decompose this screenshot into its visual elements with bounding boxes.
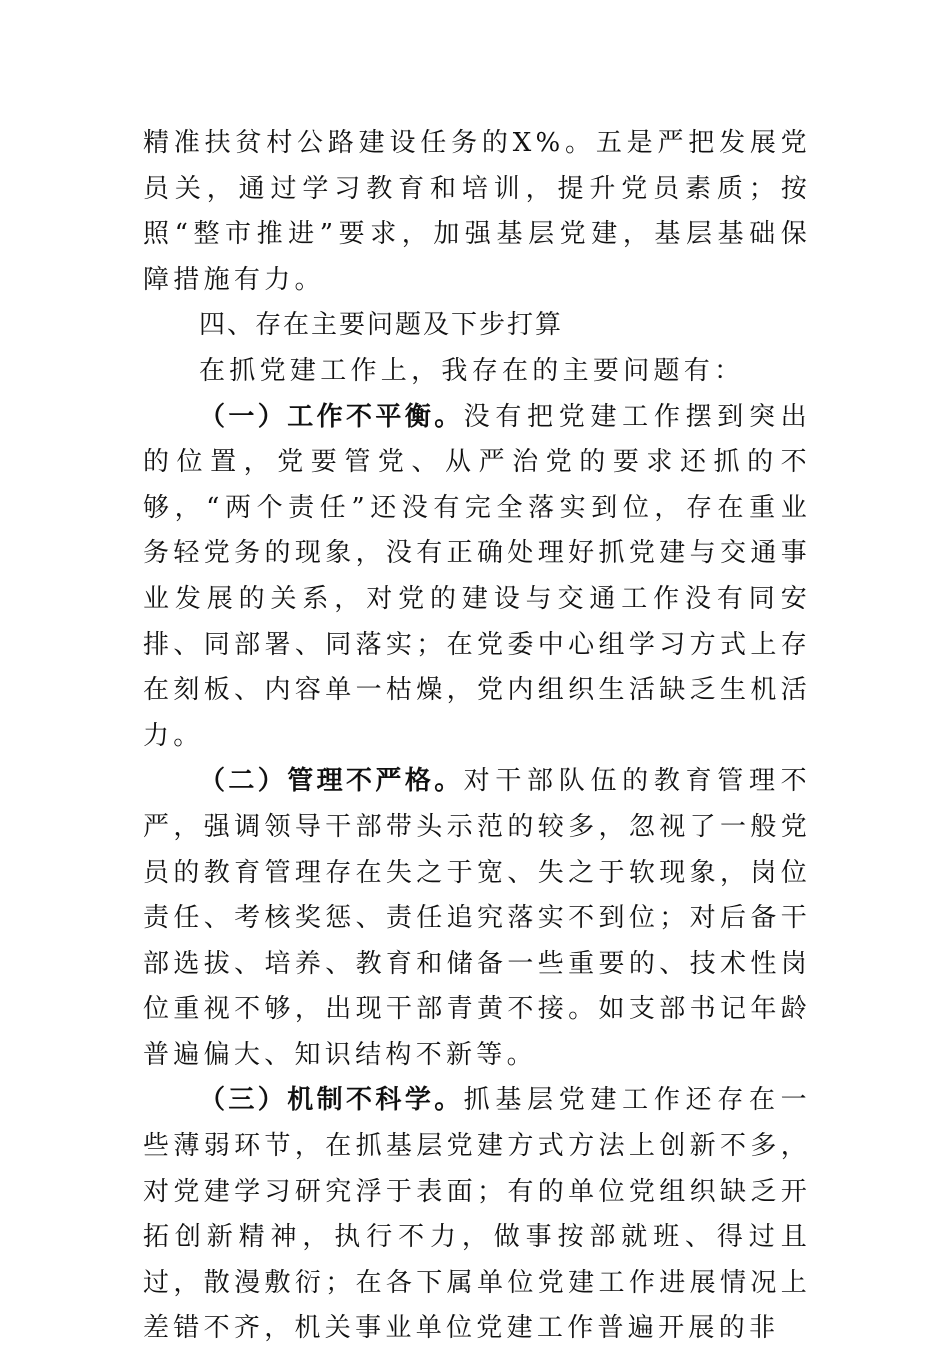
paragraph-intro (143, 349, 811, 395)
paragraph-continuation (143, 121, 811, 303)
paragraph-lead-in: （二）管理不严格。 (199, 766, 464, 797)
paragraph-problem-1 (143, 395, 811, 760)
paragraph-text: 精准扶贫村公路建设任务的X%。五是严把发展党员关，通过学习教育和培训，提升党员素质；按照“整市推进”要求，加强基层党建，基层基础保障措施有力。 (143, 128, 811, 295)
paragraph-text: 抓基层党建工作还存在一些薄弱环节，在抓基层党建方式方法上创新不多，对党建学习研究浮于表面；有的单位党组织缺乏开拓创新精神，执行不力，做事按部就班、得过且过，散漫敷衍；在各下属单位党建工作进展情况上差错不齐，机关事业单位党建工作普遍开展的非 (143, 1085, 811, 1344)
document-body (143, 121, 811, 1352)
paragraph-problem-3 (143, 1078, 811, 1352)
paragraph-lead-in: （一）工作不平衡。 (199, 401, 464, 432)
section-heading-text: 四、存在主要问题及下步打算 (199, 310, 564, 341)
paragraph-text: 对干部队伍的教育管理不严，强调领导干部带头示范的较多，忽视了一般党员的教育管理存在失之于宽、失之于软现象，岗位责任、考核奖惩、责任追究落实不到位；对后备干部选拔、培养、教育和储备一些重要的、技术性岗位重视不够，出现干部青黄不接。如支部书记年龄普遍偏大、知识结构不新等。 (143, 766, 811, 1070)
paragraph-text: 没有把党建工作摆到突出的位置，党要管党、从严治党的要求还抓的不够，“两个责任”还没有完全落实到位，存在重业务轻党务的现象，没有正确处理好抓党建与交通事业发展的关系，对党的建设与交通工作没有同安排、同部署、同落实；在党委中心组学习方式上存在刻板、内容单一枯燥，党内组织生活缺乏生机活力。 (143, 401, 811, 751)
paragraph-problem-2 (143, 759, 811, 1078)
section-heading (143, 303, 811, 349)
paragraph-text: 在抓党建工作上，我存在的主要问题有： (199, 355, 745, 386)
paragraph-lead-in: （三）机制不科学。 (199, 1085, 464, 1116)
